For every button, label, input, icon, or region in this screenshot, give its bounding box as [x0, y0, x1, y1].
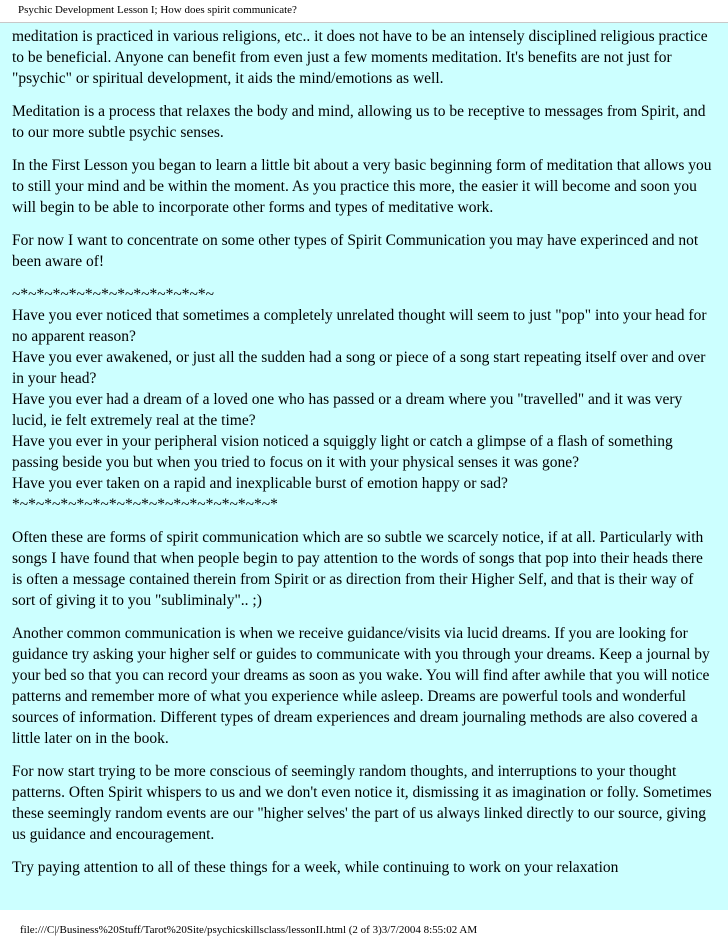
paragraph-meditation-definition: Meditation is a process that relaxes the body and mind, allowing us to be receptive to messages from Spirit, and to our more subtle psychic senses. [12, 103, 706, 141]
divider-top: ~*~*~*~*~*~*~*~*~*~*~*~*~ [12, 286, 215, 303]
question-thought-pop: Have you ever noticed that sometimes a completely unrelated thought will seem to just "pop" into your head for no apparent reason? [12, 307, 707, 345]
question-block [12, 284, 714, 515]
content-frame [0, 22, 728, 910]
paragraph-lucid-dreams: Another common communication is when we receive guidance/visits via lucid dreams. If you are looking for guidance try asking your higher self or guides to communicate with you through your dreams. Keep a journal by your bed so that you can record your dreams as soon as you wake. You will find after awhile that you will notice patterns and remember more of what you experience while asleep. Dreams are powerful tools and wonderful sources of information. Different types of dream experiences and dream journaling methods are also covered a little later on in the book. [12, 625, 710, 747]
paragraph-first-lesson: In the First Lesson you began to learn a little bit about a very basic beginning form of meditation that allows you to still your mind and be within the moment. As you practice this more, the easier it will become and soon you will begin to be able to incorporate other forms and types of meditative work. [12, 157, 712, 216]
paragraph-pay-attention: Try paying attention to all of these things for a week, while continuing to work on your relaxation [12, 859, 619, 876]
paragraph-spirit-communication-intro: For now I want to concentrate on some other types of Spirit Communication you may have experinced and not been aware of! [12, 232, 699, 270]
paragraph-random-thoughts: For now start trying to be more conscious of seemingly random thoughts, and interruptions to your thought patterns. Often Spirit whispers to us and we don't even notice it, dismissing it as imagination or folly. Sometimes these seemingly random events are our "higher selves' the part of us always linked directly to our source, giving us guidance and encouragement. [12, 763, 712, 843]
question-burst-emotion: Have you ever taken on a rapid and inexplicable burst of emotion happy or sad? [12, 475, 508, 492]
question-dream-loved-one: Have you ever had a dream of a loved one who has passed or a dream where you "travelled" and it was very lucid, ie felt extremely real at the time? [12, 391, 683, 429]
page-header-title: Psychic Development Lesson I; How does spirit communicate? [18, 4, 297, 16]
paragraph-meditation-intro: meditation is practiced in various religions, etc.. it does not have to be an intensely disciplined religious practice to be beneficial. Anyone can benefit from even just a few moments meditation. It's benefits are not just for "psychic" or spiritual development, it aids the mind/emotions as well. [12, 28, 708, 87]
paragraph-subtle-communication: Often these are forms of spirit communication which are so subtle we scarcely notice, if at all. Particularly with songs I have found that when people begin to pay attention to the words of songs that pop into their heads there is often a message contained therein from Spirit or as direction from their Higher Self, and that is their way of sort of giving it to you "subliminaly".. ;) [12, 529, 704, 609]
question-peripheral-vision: Have you ever in your peripheral vision noticed a squiggly light or catch a glimpse of a flash of something passing beside you but when you tried to focus on it with your physical senses it was gone? [12, 433, 673, 471]
page-footer-path: file:///C|/Business%20Stuff/Tarot%20Site/psychicskillsclass/lessonII.html (2 of 3)3/7/2004 8:55:02 AM [20, 924, 478, 936]
divider-bottom: *~*~*~*~*~*~*~*~*~*~*~*~*~*~*~*~* [12, 496, 278, 513]
question-song-repeat: Have you ever awakened, or just all the sudden had a song or piece of a song start repeating itself over and over in your head? [12, 349, 706, 387]
